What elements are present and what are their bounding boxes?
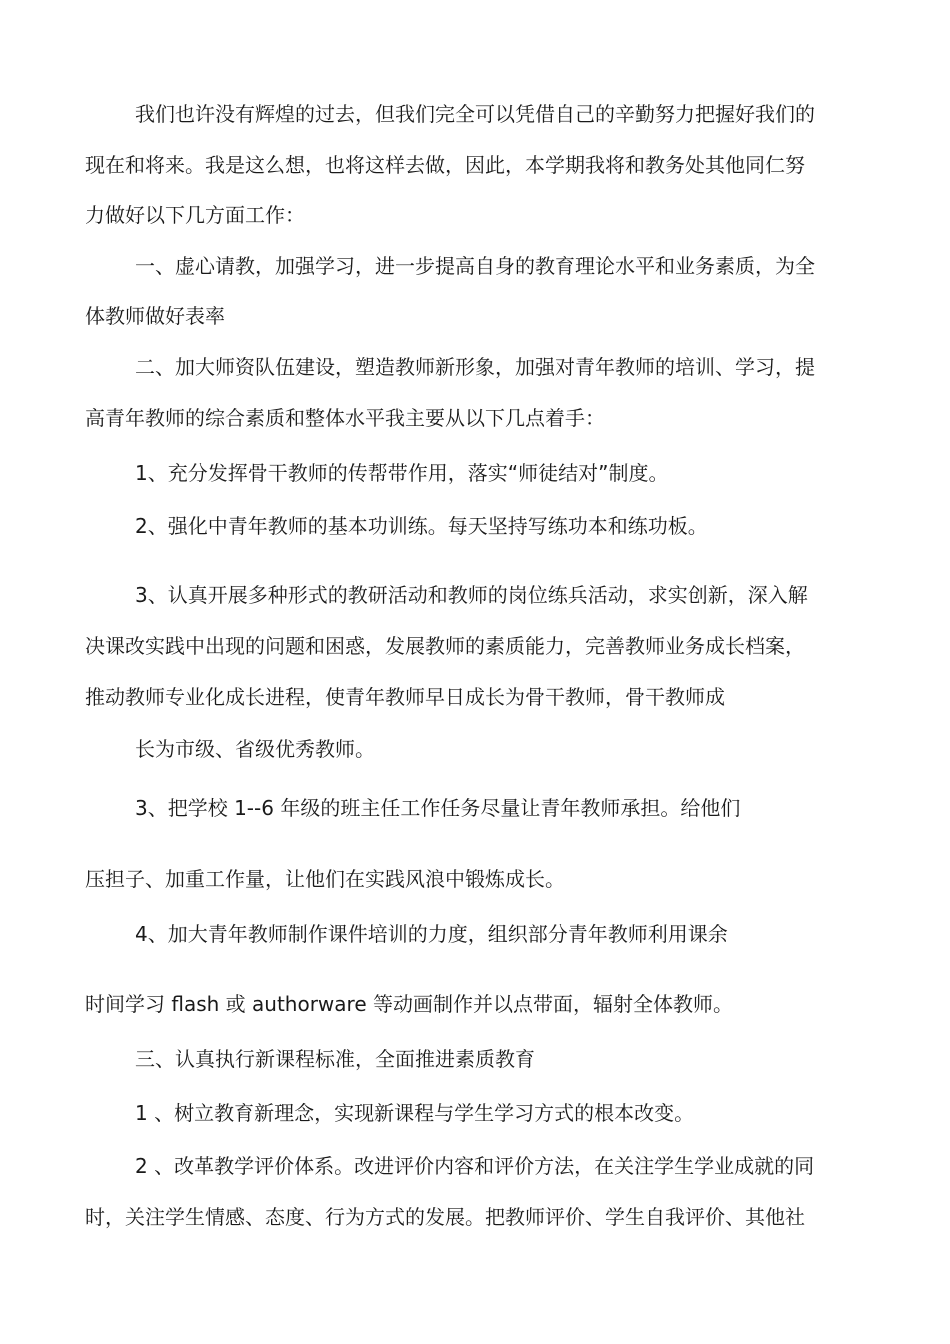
item-3a-line-3: 推动教师专业化成长进程，使青年教师早日成长为骨干教师，骨干教师成 xyxy=(85,685,725,709)
item-3b-line-2: 压担子、加重工作量，让他们在实践风浪中锻炼成长。 xyxy=(85,867,565,891)
paragraph-1-line-3: 力做好以下几方面工作： xyxy=(85,203,305,227)
item-2-line: 2、强化中青年教师的基本功训练。每天坚持写练功本和练功板。 xyxy=(135,514,708,538)
section-3-item-1: 1 、树立教育新理念，实现新课程与学生学习方式的根本改变。 xyxy=(135,1101,695,1125)
item-4-line-1: 4、加大青年教师制作课件培训的力度，组织部分青年教师利用课余 xyxy=(135,922,728,946)
section-1-heading-line-2: 体教师做好表率 xyxy=(85,304,225,328)
item-3a-line-4: 长为市级、省级优秀教师。 xyxy=(135,737,375,761)
item-3a-line-2: 决课改实践中出现的问题和困惑，发展教师的素质能力，完善教师业务成长档案， xyxy=(85,634,805,658)
item-1-line: 1、充分发挥骨干教师的传帮带作用，落实“师徒结对”制度。 xyxy=(135,461,669,485)
section-2-heading-line-2: 高青年教师的综合素质和整体水平我主要从以下几点着手： xyxy=(85,406,605,430)
item-3b-line-1: 3、把学校 1--6 年级的班主任工作任务尽量让青年教师承担。给他们 xyxy=(135,796,741,820)
section-3-item-2-line-2: 时，关注学生情感、态度、行为方式的发展。把教师评价、学生自我评价、其他社 xyxy=(85,1205,805,1229)
item-3a-line-1: 3、认真开展多种形式的教研活动和教师的岗位练兵活动，求实创新，深入解 xyxy=(135,583,808,607)
paragraph-1-line-2: 现在和将来。我是这么想，也将这样去做，因此，本学期我将和教务处其他同仁努 xyxy=(85,153,805,177)
section-1-heading-line-1: 一、虚心请教，加强学习，进一步提高自身的教育理论水平和业务素质，为全 xyxy=(135,254,815,278)
section-3-item-2-line-1: 2 、改革教学评价体系。改进评价内容和评价方法，在关注学生学业成就的同 xyxy=(135,1154,815,1178)
paragraph-1-line-1: 我们也许没有辉煌的过去，但我们完全可以凭借自己的辛勤努力把握好我们的 xyxy=(135,102,815,126)
section-3-heading: 三、认真执行新课程标准，全面推进素质教育 xyxy=(135,1047,535,1071)
item-4-line-2: 时间学习 flash 或 authorware 等动画制作并以点带面，辐射全体教师。 xyxy=(85,992,733,1016)
section-2-heading-line-1: 二、加大师资队伍建设，塑造教师新形象，加强对青年教师的培训、学习，提 xyxy=(135,355,815,379)
